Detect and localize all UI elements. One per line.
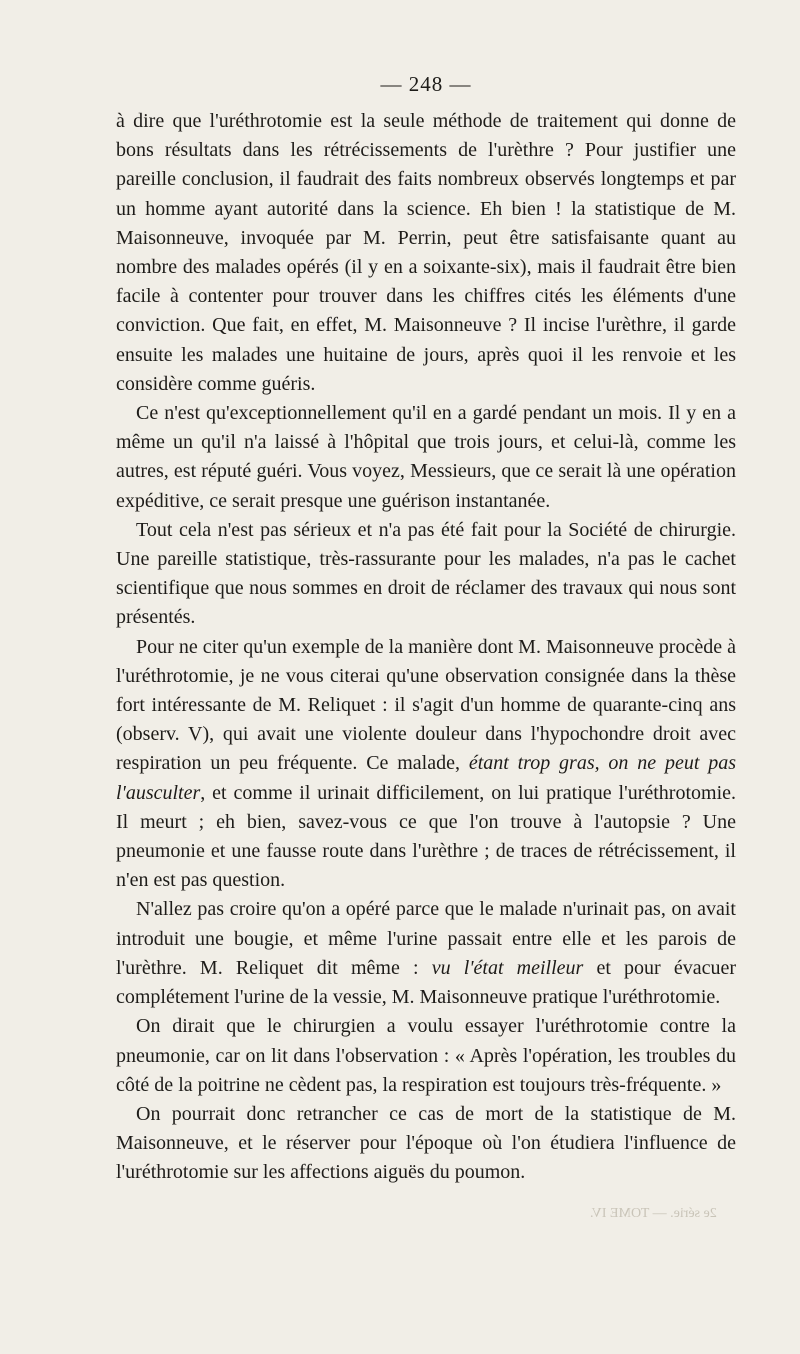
page-number: — 248 — <box>380 72 472 96</box>
text-run: Tout cela n'est pas sérieux et n'a pas été fait pour la Société de chirurgie. Une pareille statistique, très-rassurante pour les malades, n'a pas le cachet scientifique que nous sommes en droit de réclamer des travaux qui nous sont présentés. <box>116 518 736 629</box>
text-run: On dirait que le chirurgien a voulu essayer l'uréthrotomie contre la pneumonie, car on lit dans l'observation : « Après l'opération, les troubles du côté de la poitrine ne cèdent pas, la respiration est toujours très-fréquente. » <box>116 1015 736 1096</box>
paragraph <box>116 399 736 516</box>
text-run: à dire que l'uréthrotomie est la seule méthode de traitement qui donne de bons résultats dans les rétrécissements de l'urèthre ? Pour justifier une pareille conclusion, il faudrait des faits nombreux observés longtemps et par un homme ayant autorité dans la science. Eh bien ! la statistique de M. Maisonneuve, invoquée par M. Perrin, peut être satisfaisante quant au nombre des malades opérés (il y en a soixante-six), mais il faudrait être bien facile à contenter pour trouver dans les chiffres cités les éléments d'une conviction. Que fait, en effet, M. Maisonneuve ? Il incise l'urèthre, il garde ensuite les malades une huitaine de jours, après quoi il les renvoie et les considère comme guéris. <box>116 110 736 395</box>
text-run: On pourrait donc retrancher ce cas de mort de la statistique de M. Maisonneuve, et le réserver pour l'époque où l'on étudiera l'influence de l'uréthrotomie sur les affections aiguës du poumon. <box>116 1102 736 1184</box>
paragraph <box>116 895 736 1012</box>
paragraph <box>116 107 736 399</box>
text-run: Pour ne citer qu'un exemple de la manière dont M. Maisonneuve procède à l'uréthrotomie, je ne vous citerai qu'une observation consignée dans la thèse fort intéressante de M. Reliquet : il s'agit d'un homme de quarante-cinq ans (observ. V), qui avait une violente douleur dans l'hypochondre droit avec respiration un peu fréquente. Ce malade, <box>116 635 736 775</box>
paragraph <box>116 1100 736 1188</box>
bleed-through-footer: 2e série. — TOME IV. <box>590 1206 717 1221</box>
italic-phrase: vu l'état meilleur <box>431 956 584 979</box>
text-run: , et comme il urinait difficilement, on lui pratique l'uréthrotomie. Il meurt ; eh bien, savez-vous ce que l'on trouve à l'autopsie ? Une pneumonie et une fausse route dans l'urèthre ; de traces de rétrécissement, il n'en est pas question. <box>116 781 736 892</box>
italic-phrase: étant trop gras, on ne peut pas l'ausculter <box>116 752 736 804</box>
body-text <box>116 107 736 1188</box>
text-run: N'allez pas croire qu'on a opéré parce que le malade n'urinait pas, on avait introduit une bougie, et même l'urine passait entre elle et les parois de l'urèthre. M. Reliquet dit même : <box>116 898 736 979</box>
paragraph <box>116 516 736 633</box>
paragraph <box>116 1012 736 1100</box>
text-run: et pour évacuer complétement l'urine de la vessie, M. Maisonneuve pratique l'uréthrotomie. <box>116 956 736 1009</box>
text-run: Ce n'est qu'exceptionnellement qu'il en a gardé pendant un mois. Il y en a même un qu'il n'a laissé à l'hôpital que trois jours, et celui-là, comme les autres, est réputé guéri. Vous voyez, Messieurs, que ce serait là une opération expéditive, ce serait presque une guérison instantanée. <box>116 402 736 512</box>
paragraph <box>116 633 736 896</box>
